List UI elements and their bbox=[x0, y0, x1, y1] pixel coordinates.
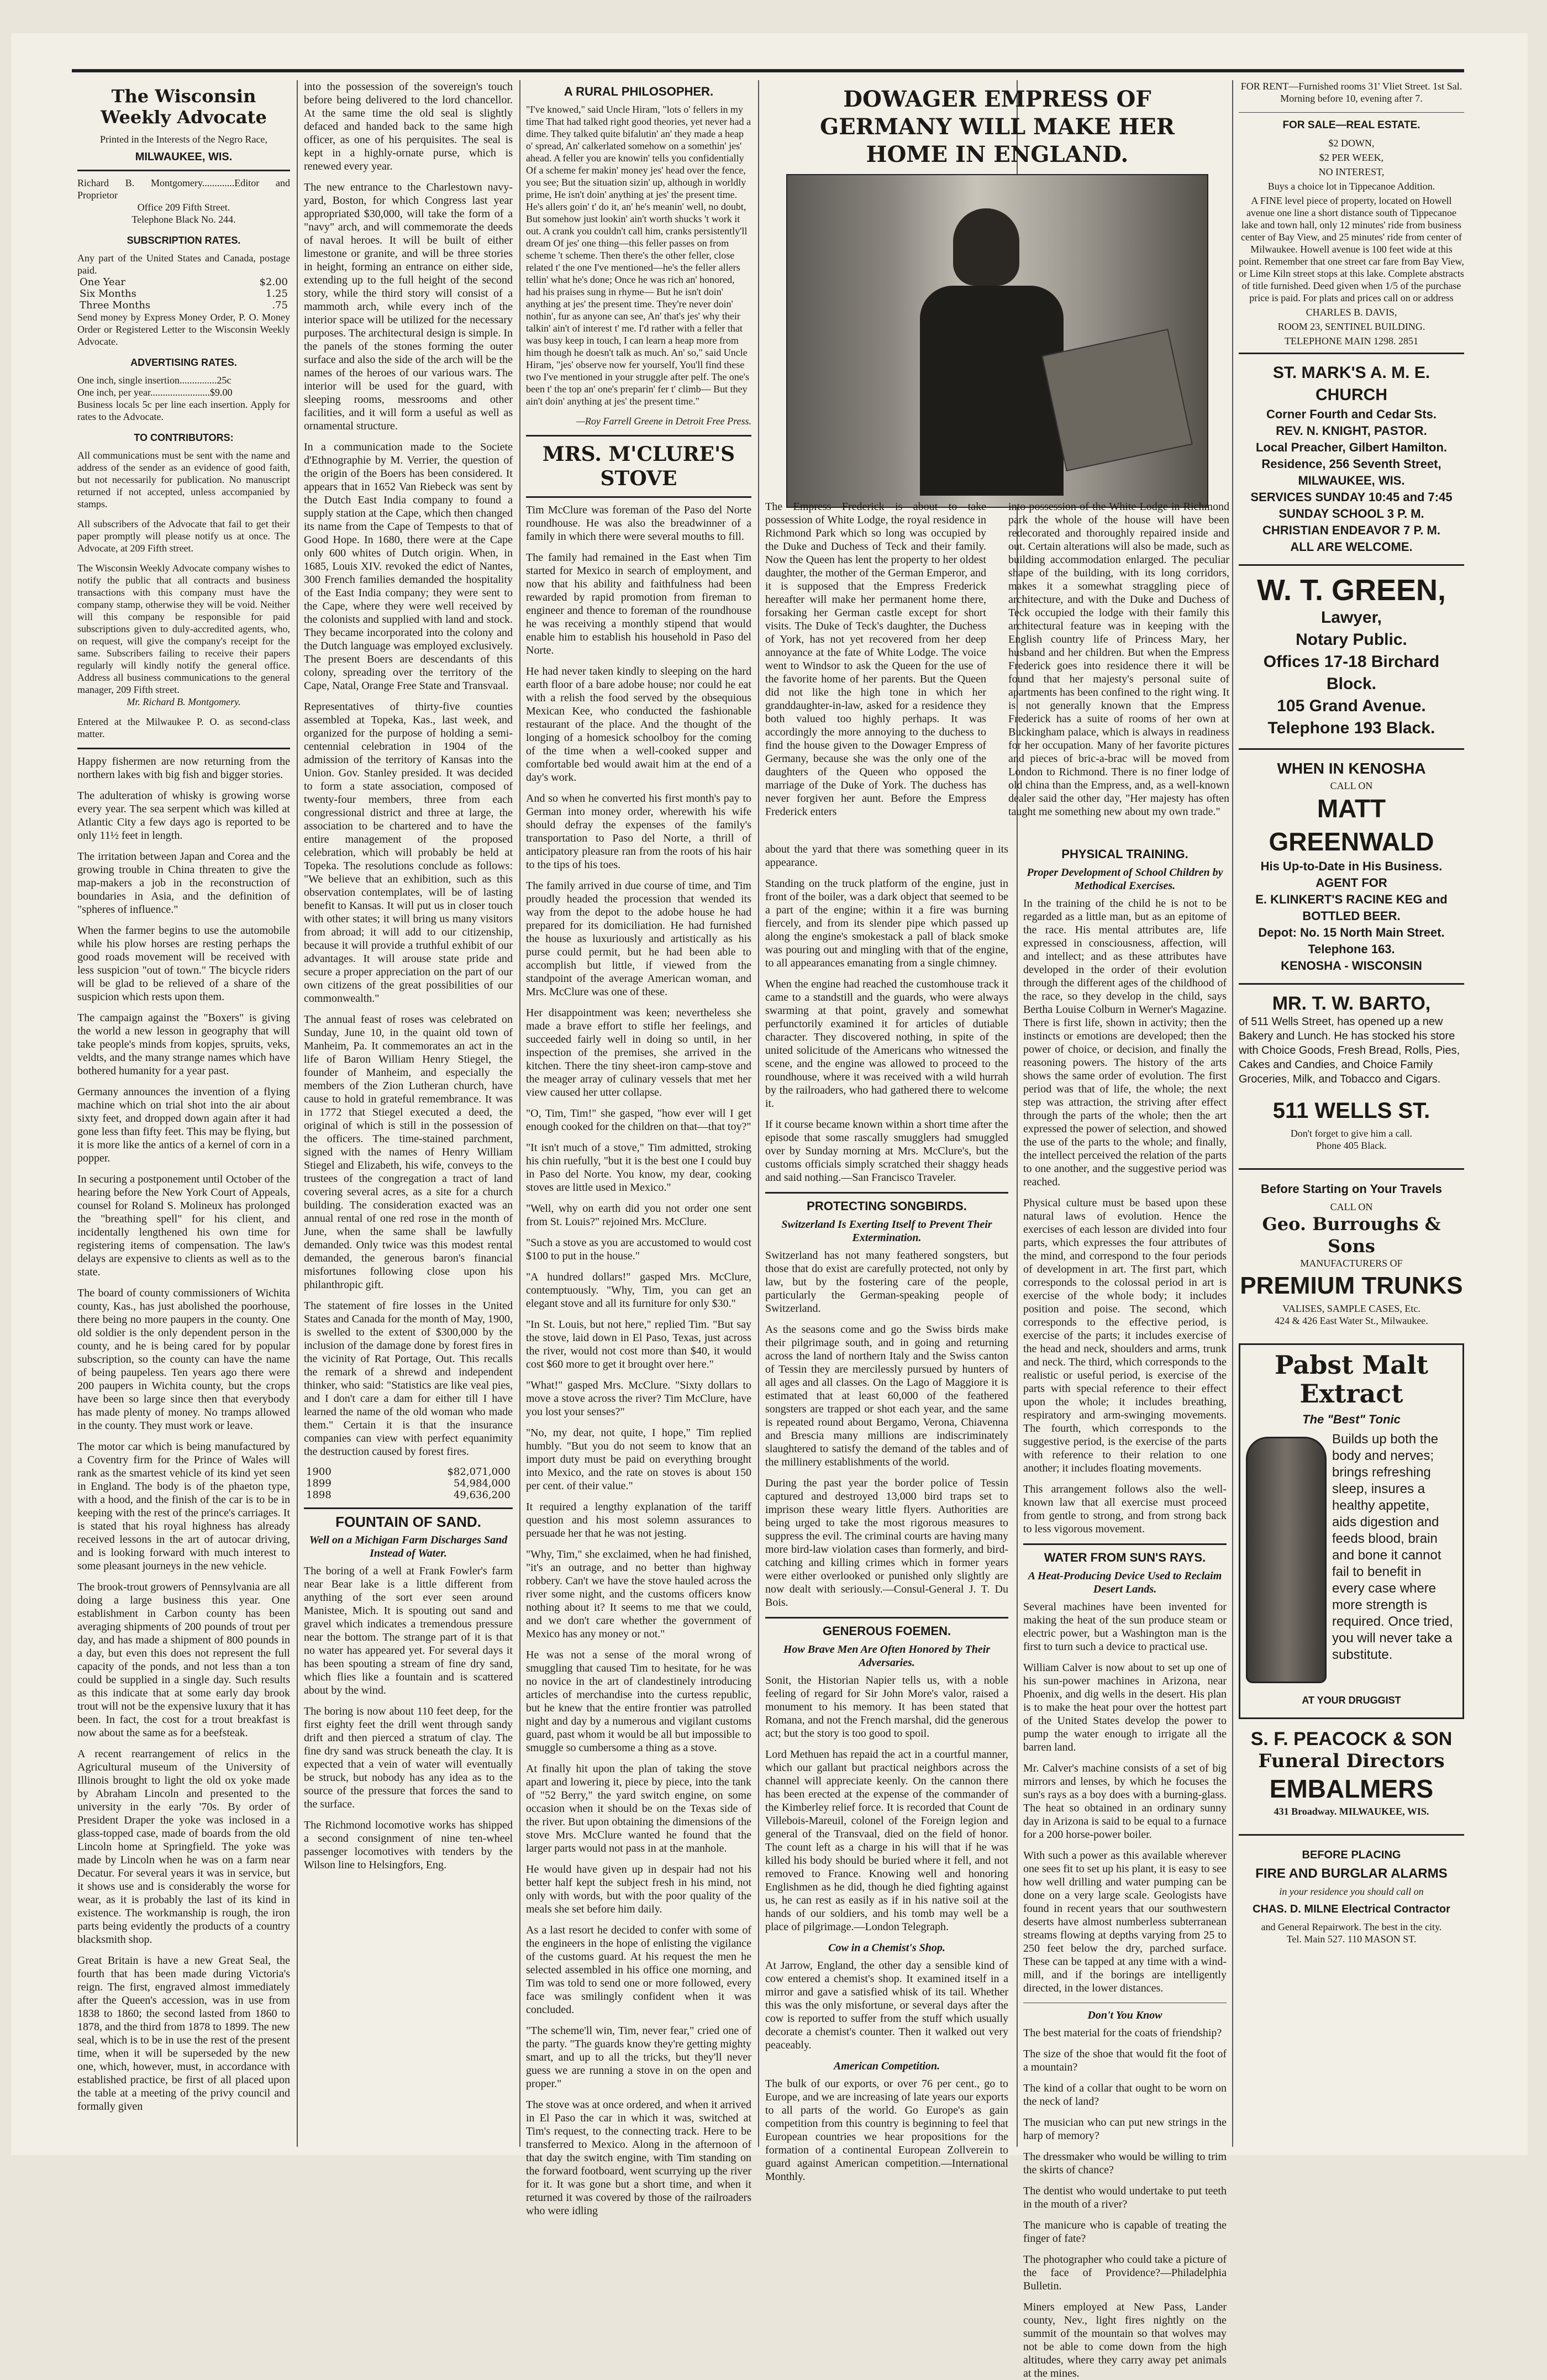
lawyer-details bbox=[1239, 607, 1464, 739]
for-sale-line: ROOM 23, SENTINEL BUILDING. bbox=[1277, 321, 1425, 332]
church-line: SERVICES SUNDAY 10:45 and 7:45 bbox=[1250, 490, 1453, 504]
article-paragraph: The Richmond locomotive works has shipped a second consignment of nine ten-wheel passenger locomotives with tenders by the Wilson line to Helsingfors, Eng. bbox=[304, 1819, 513, 1871]
kenosha-heading: WHEN IN KENOSHA bbox=[1277, 760, 1426, 777]
milne-line: Tel. Main 527. 110 MASON ST. bbox=[1286, 1934, 1417, 1945]
rule bbox=[526, 435, 751, 437]
subscription-table bbox=[77, 276, 290, 311]
lawyer-line: Lawyer, bbox=[1320, 608, 1382, 627]
article-paragraph: Representatives of thirty-five counties assembled at Topeka, Kas., last week, and organized for the purpose of holding a semi-centennial celebration in 1904 of the admission of the territory of Kansas into the Union. Gov. Stanley presided. It was decided to form a state association, composed of twenty-four members, three from each congressional district and three at large, the association to be chartered and to have the entire management of the proposed celebration, which will probably be held at Topeka. The resolutions conclude as follows: "We believe that an exhibition, such as this observation contemplates, will be of lasting benefit to Kansas. It will put us in closer touch with other states; it will bring us many visitors from abroad; it will add to our citizenship, because it will provide a truthful exhibit of our advantages. It will arouse state pride and secure a proper appreciation on the part of our own citizens of the great possibilities of our commonwealth." bbox=[304, 701, 513, 1005]
fire-value: 49,636,200 bbox=[453, 1489, 511, 1501]
malt-bottle-image bbox=[1246, 1437, 1327, 1683]
article-paragraph: The Empress Frederick is about to take possession of White Lodge, the royal residence in Richmond Park which so long was occupied by the Duke and Duchess of Teck and their family. Now the Queen has lent the property to her oldest daughter, the mother of the German Emperor, and it is supposed that the Empress Frederick hereafter will make her permanent home there, forsaking her German castle except for short visits. The Duke of Teck's daughter, the Duchess of York, has not yet recovered from her deep annoyance at the fate of White Lodge. The voice went to Windsor to ask the Queen for the use of the favorite home of her parents. But the Queen did not like the high tone in which her granddaughter-in-law, asked for a residence they both valued too highly perhaps. It was accordingly the more annoying to the duchess to find the house given to the Dowager Empress of Germany, because she was the only one of the daughters of the Queen who opposed the marriage of the Duke of York. The duchess has never forgiven her aunt. Before the Empress Frederick enters bbox=[765, 501, 986, 818]
for-rent-ad: FOR RENT—Furnished rooms 31' Vliet Street. 1st Sal. Morning before 10, evening after 7. bbox=[1240, 81, 1462, 104]
foemen-subheading: How Brave Men Are Often Honored by Their Adversaries. bbox=[783, 1643, 991, 1669]
article-paragraph: "It isn't much of a stove," Tim admitted, stroking his chin ruefully, "but it is the best one I could buy in Paso del Norte. You know, my dear, cooking stoves are little used in Mexico." bbox=[526, 1142, 751, 1194]
church-line: SUNDAY SCHOOL 3 P. M. bbox=[1278, 507, 1424, 521]
church-line: Local Preacher, Gilbert Hamilton. bbox=[1256, 440, 1447, 454]
article-paragraph: He was not a sense of the moral wrong of smuggling that caused Tim to hesitate, for he was no novice in the art of clandestinely introducing articles of merchandise into the curtess republic, but he knew that the entire frontier was patrolled night and day by a numerous and vigilant customs guard, past whom it would be all but impossible to smuggle so cumbersome a thing as a stove. bbox=[526, 1649, 751, 1754]
contributors-signature: Mr. Richard B. Montgomery. bbox=[127, 696, 241, 707]
trunks-line: 424 & 426 East Water St., Milwaukee. bbox=[1275, 1315, 1428, 1326]
barto-line: Don't forget to give him a call. bbox=[1290, 1128, 1413, 1139]
article-paragraph: "The scheme'll win, Tim, never fear," cried one of the party. "The guards know they're getting mighty smart, and up to all the tricks, but they'll never guess we are running a stove in on the open and proper." bbox=[526, 2025, 751, 2090]
poem-text: "I've knowed," said Uncle Hiram, "lots o' fellers in my time That had talked right good theories, yet never had a dime. They talked quite bifalutin' an' they made a heap o' spread, An' calkerlated somehow on a somethin' jes' ahead. A feller you are knowin' tells you confidentially Of a scheme fer makin' money jes' head over the fence, you see; But the situation sizin' up, although in worldly prime, He isn't doin' anything at jes' the present time. He's allers goin' t' do it, an' he's meanin' well, no doubt, But somehow just lookin' ain't worth shucks 't work it out. A crank you couldn't call him, cranks persistently'll dream Of jes' one thing—this feller passes on from scheme 't scheme. Then there's the other feller, close related t' the one I've mentioned—he's the feller allers tellin' what he's done; Once he was rich an' honored, had his praises sung in rhyme— But he isn't doin' anything at jes' the present time. They're never doin' nothin', fur as anyone can see, An' that's jes' why their talkin' ain't of interest t' me. I'd rather with a feller that was busy keep in touch, I can learn a heap more from him though he doesn't talk as much. An' so," said Uncle Hiram, "jes' observe now fer yourself, You'll find these two I've mentioned in your struggle after pelf. The one's been t' the top an' one's preparin' fer t' climb— But they ain't doin' anything at jes' the present time." bbox=[526, 104, 751, 407]
milne-heading: BEFORE PLACING bbox=[1302, 1849, 1401, 1861]
contributors-subscribers: All subscribers of the Advocate that fail to get their paper promptly will please notify us at once. The Advocate, at 209 Fifth street. bbox=[77, 518, 290, 554]
milne-name: CHAS. D. MILNE Electrical Contractor bbox=[1253, 1903, 1450, 1915]
milne-line: and General Repairwork. The best in the city. bbox=[1261, 1921, 1442, 1932]
barto-name: MR. T. W. BARTO, bbox=[1272, 993, 1431, 1014]
article-paragraph: The boring of a well at Frank Fowler's farm near Bear lake is a little different from anything of the sort ever seen around Manistee, Mich. It is spouting out sand and gravel which indicates a tremendous pressure near the bottom. The strange part of it is that no water has appeared yet. For several days it has been spouting a stream of fine dry sand, which flies like a fountain and is scattered about by the wind. bbox=[304, 1565, 513, 1696]
for-sale-line: CHARLES B. DAVIS, bbox=[1306, 307, 1397, 318]
kenosha-call: CALL ON bbox=[1330, 780, 1373, 791]
peacock-ad bbox=[1239, 1726, 1464, 1827]
dowager-text-left bbox=[765, 500, 986, 826]
advertising-line: Business locals 5c per line each insertion. Apply for rates to the Advocate. bbox=[77, 399, 290, 422]
for-sale-line: $2 PER WEEK, bbox=[1319, 152, 1384, 163]
fire-row bbox=[304, 1489, 513, 1501]
fire-row bbox=[304, 1466, 513, 1478]
article-paragraph: "A hundred dollars!" gasped Mrs. McClure, contemptuously. "Why, Tim, you can get an elegant stove and all its furniture for only $30." bbox=[526, 1271, 751, 1310]
for-sale-heading: FOR SALE—REAL ESTATE. bbox=[1282, 119, 1420, 131]
article-paragraph: "What!" gasped Mrs. McClure. "Sixty dollars to move a stove across the river? Tim McClure, have you lost your senses?" bbox=[526, 1379, 751, 1418]
column-divider bbox=[297, 80, 298, 2147]
matt-greenwald-details bbox=[1239, 858, 1464, 974]
masthead-city: MILWAUKEE, WIS. bbox=[135, 151, 233, 163]
article-paragraph: The motor car which is being manufactured by a Coventry firm for the Prince of Wales will rank as the smartest vehicle of its kind yet seen in England. The body is of the phaeton type, with a hood, and the finish of the car is to be in keeping with the rest of the prince's carriages. It is stated that his royal highness has already received lessons in the art of autocar driving, and is looking forward with much interest to some pleasant journeys in the new vehicle. bbox=[77, 1441, 290, 1572]
column-1 bbox=[77, 80, 290, 2147]
church-line: MILWAUKEE, WIS. bbox=[1298, 474, 1405, 487]
church-details bbox=[1239, 406, 1464, 555]
rule bbox=[1239, 353, 1464, 354]
article-paragraph: A recent rearrangement of relics in the Agricultural museum of the University of Illinois brought to light the old ox yoke made by Abraham Lincoln and presented to the university in the early '70s. By order of President Draper the yoke was inclosed in a glass-topped case, made of boards from the old Lincoln home at Springfield. The yoke was made by Lincoln when he was on a farm near Decatur. For several years it was in service, but it shows use and is considerably the worse for wear, as it is probably the last of its kind in existence. The workmanship is rough, the iron parts being evidently the products of a country blacksmith shop. bbox=[77, 1748, 290, 1946]
barto-address: 511 WELLS ST. bbox=[1272, 1099, 1430, 1123]
article-paragraph: At Jarrow, England, the other day a sensible kind of cow entered a chemist's shop. It examined itself in a mirror and gave a satisfied whisk of its tail. Whether this was the only misfortune, or several days after the cow is reported to suffer from the stuff which usually decorate a chemist's counter. Then it walked out very peaceably. bbox=[765, 1959, 1008, 2051]
burroughs-name: Geo. Burroughs & Sons bbox=[1262, 1213, 1441, 1257]
article-paragraph: Lord Methuen has repaid the act in a courtful manner, which our gallant but practical neighbors across the channel will appreciate keenly. On the cannon there has been erected at the expense of the commander of the Kimberley relief force. It is recorded that Count de Villebois-Mareuil, colonel of the Foreign legion and general of the Transvaal, died on the field of honor. The count left as a charge in his will that if he was killed his body should be buried where it fell, and not removed to France. Knowing well and honoring Englishmen as he did, though he died fighting against us, he can rest as easily as if in his native soil at the hands of our soldiers, and his tomb may well be a place of pilgrimage.—London Telegraph. bbox=[765, 1748, 1008, 1933]
fire-value: 54,984,000 bbox=[453, 1478, 511, 1489]
rate-row bbox=[77, 288, 290, 300]
peacock-address: 431 Broadway. MILWAUKEE, WIS. bbox=[1274, 1806, 1429, 1817]
article-paragraph: Germany announces the invention of a flying machine which on trial shot into the air about sixty feet, and dropped down again after it had gone less than fifty feet. This may be flying, but it is more like the antics of a kernel of corn in a popper. bbox=[77, 1086, 290, 1164]
pabst-body bbox=[1246, 1431, 1457, 1689]
rate-label: Six Months bbox=[80, 288, 136, 300]
matt-line: His Up-to-Date in His Business. bbox=[1260, 859, 1443, 873]
kenosha-ad bbox=[1239, 755, 1464, 976]
article-paragraph: The annual feast of roses was celebrated on Sunday, June 10, in the quaint old town of Manheim, Pa. It commemorates an act in the life of Baron William Henry Stiegel, the founder of Manheim, and especially the members of the Zion Lutheran church, have cause to hold in grateful remembrance. It was in 1772 that Stiegel executed a deed, the original of which is still in the possession of the officers. The time-stained parchment, signed with the names of Henry William Stiegel and Elizabeth, his wife, conveys to the trustees of the congregation a tract of land covering several acres, as a site for a church building. The consideration exacted was an annual rental of one red rose in the month of June, when the same shall be lawfully demanded. Only twice was this modest rental demanded, the generous baron's financial misfortunes following close upon his philanthropic gift. bbox=[304, 1013, 513, 1291]
rule bbox=[77, 748, 290, 749]
rate-row bbox=[77, 276, 290, 288]
advertising-line: One inch, per year........................$9.00 bbox=[77, 387, 233, 398]
article-paragraph: The adulteration of whisky is growing worse every year. The sea serpent which was killed at Atlantic City a few days ago is reported to be only 11½ feet in length. bbox=[77, 790, 290, 842]
church-line: REV. N. KNIGHT, PASTOR. bbox=[1276, 424, 1427, 438]
subscription-heading: SUBSCRIPTION RATES. bbox=[127, 235, 241, 246]
competition-heading: American Competition. bbox=[833, 2060, 940, 2072]
article-paragraph: The bulk of our exports, or over 76 per cent., go to Europe, and we are increasing of late years our exports to all parts of the world. Go Europe's as gain competition from this country is beginning to feel that European countries we hear propositions for the formation of a continental European Zollverein to guard against American competition.—International Monthly. bbox=[765, 2078, 1008, 2183]
dontyouknow-heading: Don't You Know bbox=[1087, 2009, 1162, 2021]
dowager-feature bbox=[765, 80, 1229, 843]
fire-row bbox=[304, 1478, 513, 1489]
miners-paragraph: Miners employed at New Pass, Lander county, Nev., light fires nightly on the summit of the mountain so that wolves may not be able to come down from the high altitudes, where they carry away pet animals at the mines. bbox=[1023, 2301, 1227, 2379]
masthead-phone: Telephone Black No. 244. bbox=[131, 214, 236, 225]
for-sale-ad bbox=[1239, 137, 1464, 347]
column-divider bbox=[758, 80, 759, 2147]
article-paragraph: It required a lengthy explanation of the tariff question and his most solemn assurances to persuade her that he was not jesting. bbox=[526, 1501, 751, 1540]
fountain-subheading: Well on a Michigan Farm Discharges Sand Instead of Water. bbox=[309, 1534, 508, 1559]
for-sale-line: Buys a choice lot in Tippecanoe Addition. bbox=[1267, 181, 1435, 192]
contributors-heading: TO CONTRIBUTORS: bbox=[134, 432, 234, 443]
milne-ad bbox=[1239, 1841, 1464, 1947]
top-rule bbox=[72, 69, 1464, 72]
subscription-intro: Any part of the United States and Canada, postage paid. bbox=[77, 253, 290, 276]
article-paragraph: He would have given up in despair had not his better half kept the subject fresh in his mind, not only with words, but with the poor quality of the meals she set before him daily. bbox=[526, 1863, 751, 1915]
article-paragraph: In securing a postponement until October of the hearing before the New York Court of Appeals, counsel for Roland S. Molineux has prolonged the "breathing spell" for his client, and incidentally lengthened his own time for registering items of compensation. The law's delays are expensive to clients as well as to the state. bbox=[77, 1173, 290, 1278]
article-paragraph: As a last resort he decided to confer with some of the engineers in the hope of enlisting the vigilance of the customs guard. At his request the men he selected assembled in his office one morning, and Tim was told to send one or more followed, every face was smilingly confident when it was concluded. bbox=[526, 1924, 751, 2016]
rule bbox=[1239, 564, 1464, 566]
article-paragraph: "Why, Tim," she exclaimed, when he had finished, "it's an outrage, and no better than highway robbery. Can't we have the stove hauled across the river some night, and the customs officers know nothing about it? It seems to me that we could, and we don't care whether the government of Mexico has any money or not." bbox=[526, 1548, 751, 1640]
article-paragraph: into possession of the White Lodge in Richmond park the whole of the house will have been redecorated and thoroughly repaired inside and out. Certain alterations will also be made, such as building accommodation enlarged. The peculiar shape of the building, with its long corridors, makes it a somewhat straggling piece of architecture, and with the Duke and Duchess of Teck occupied the lodge with their family this architectural feature was in keeping with the English country life of Princess Mary, her husband and her children. But when the Empress Frederick goes into residence there it will be found that her majesty's personal suite of apartments has been confined to the right wing. It is not generally known that the Empress Frederick has a suite of rooms of her own at Buckingham palace, which is always in readiness for her occupation. Many of her favorite pictures and pieces of bric-a-brac will be moved from London to Richmond. There is no finer lodge of old china than the Empress, and, as a well-known dealer said the other day, "Her majesty has often taught me something new about my own trade." bbox=[1008, 501, 1229, 818]
church-line: CHRISTIAN ENDEAVOR 7 P. M. bbox=[1262, 523, 1440, 537]
peacock-name: S. F. PEACOCK & SON bbox=[1250, 1728, 1453, 1749]
article-paragraph: When the engine had reached the customhouse track it came to a standstill and the guards, who were always swarming at that point, gravely and somewhat perfunctorily examined it for articles of dutiable character. They discovered nothing, in spite of the united solicitude of the Americans who witnessed the scene, and the engine was allowed to proceed to the roundhouse, where it was received with a wild hurrah by the railroaders, who had gathered there to welcome it. bbox=[765, 978, 1008, 1110]
fire-loss-table bbox=[304, 1466, 513, 1501]
article-paragraph: The new entrance to the Charlestown navy-yard, Boston, for which Congress last year appropriated $30,000, will take the form of a "navy" arch, and will commemorate the deeds of naval heroes. It will be built of either limestone or granite, and will be three stories in height, forming an entrance on either side, extending up to the full height of the second story, while the third story will consist of a mammoth arch, while every inch of the interior space will be utilized for the necessary purposes. The architectural design is simple. In the panels of the stones forming the outer surface and also the side of the arch will be the names of the heroes of our various wars. The interior will be used for the guard, with sleeping rooms, messrooms and other facilities, and it will form a useful as well as ornamental structure. bbox=[304, 181, 513, 432]
article-paragraph: William Calver is now about to set up one of his sun-power machines in Arizona, near Phoenix, and dig wells in the desert. His plan is to make the heat pour over the hottest part of the United States develop the power to pump the water enough to irrigate all the barren land. bbox=[1023, 1662, 1227, 1753]
rule bbox=[1239, 1168, 1464, 1170]
lawyer-line: 105 Grand Avenue. bbox=[1277, 697, 1426, 715]
rule bbox=[1239, 983, 1464, 985]
milne-sub: in your residence you should call on bbox=[1279, 1886, 1424, 1897]
article-paragraph: He had never taken kindly to sleeping on the hard earth floor of a bare adobe house; nor could he eat with a relish the food served by the obsequious Mexican Kee, who conducted the fashionable restaurant of the place. And the thought of the longing of a homesick schoolboy for the coming of the time when a well-cooked supper and comfortable bed would await him at the end of a day's work. bbox=[526, 665, 751, 784]
article-paragraph: Great Britain is have a new Great Seal, the fourth that has been made during Victoria's reign. The first, engraved almost immediately after the Queen's accession, was in use from 1838 to 1860; the second lasted from 1860 to 1878, and the third from 1878 to 1899. The new seal, which is to be in use the rest of the present time, when it will be superseded by the new one, which, however, must, in accordance with established practice, be first of all placed upon the table at a meeting of the privy council and formally given bbox=[77, 1955, 290, 2113]
article-paragraph: Physical culture must be based upon these natural laws of evolution. Hence the exercises of each lesson are divided into four parts, which expresses the four attributes of the mind, and correspond to the four periods of development in art. The first part, which corresponds to the colossal period in art is exercise of the whole body; it includes position and poise. The second, which corresponds to the effective period, is exercise of the parts; it includes exercise of the head and neck, shoulders and arms, trunk and neck. The third, which corresponds to the realistic or useful period, is exercise of the parts with special reference to their effect upon the whole; it includes breathing, respiratory and arm-swinging movements. The fourth, which corresponds to the suggestive period, is the exercise of the parts with reference to their relation to one another; it includes floating movements. bbox=[1023, 1197, 1227, 1474]
foemen-heading: GENEROUS FOEMEN. bbox=[822, 1624, 951, 1638]
article-paragraph: The size of the shoe that would fit the foot of a mountain? bbox=[1023, 2048, 1227, 2073]
fire-year: 1899 bbox=[306, 1478, 332, 1489]
for-sale-line: A FINE level piece of property, located on Howell avenue one line a short distance south of Tippecanoe lake and town hall, only 12 minutes' ride from business center of Bay View, and 25 minutes' ride from center of Milwaukee. Howell avenue is 100 feet wide at this point. Remember that one street car fare from Bay View, or Lime Kiln street stops at this lake. Complete abstracts of title furnished. Deed given when 1/5 of the purchase price is paid. For plats and prices call on or address bbox=[1239, 195, 1464, 303]
matt-line: E. KLINKERT'S RACINE KEG and BOTTLED BEER. bbox=[1255, 892, 1448, 923]
rule bbox=[304, 1507, 513, 1509]
column-4-lower bbox=[765, 843, 1008, 2183]
songbirds-subheading: Switzerland Is Exerting Itself to Prevent Their Extermination. bbox=[781, 1218, 992, 1244]
rate-row bbox=[77, 300, 290, 311]
pabst-ad bbox=[1239, 1343, 1464, 1719]
empress-portrait-image bbox=[786, 174, 1208, 508]
dowager-heading: DOWAGER EMPRESS OF GERMANY WILL MAKE HER HOME IN ENGLAND. bbox=[819, 86, 1175, 167]
article-paragraph: "No, my dear, not quite, I hope," Tim replied humbly. "But you do not seem to know that an import duty must be paid on everything brought into Mexico, and the rate on stoves is about 150 per cent. of their value." bbox=[526, 1427, 751, 1492]
songbirds-heading: PROTECTING SONGBIRDS. bbox=[807, 1199, 967, 1213]
article-paragraph: The dentist who would undertake to put teeth in the mouth of a river? bbox=[1023, 2185, 1227, 2210]
advertising-heading: ADVERTISING RATES. bbox=[130, 357, 237, 368]
article-paragraph: With such a power as this available wherever one sees fit to set up his plant, it is easy to see how well drilling and water pumping can be done on a very large scale. Geologists have found in recent years that our southwestern deserts have almost numberless subterranean streams flowing at depths varying from 25 to 250 feet below the dry, parched surface. These can be tapped at any time with a wind-mill, and if the borings are intelligently directed, in the lower distances. bbox=[1023, 1850, 1227, 1994]
masthead-tagline: Printed in the Interests of the Negro Race, bbox=[100, 134, 267, 145]
rule bbox=[765, 1617, 1008, 1619]
article-paragraph: "In St. Louis, but not here," replied Tim. "But say the stove, laid down in El Paso, Texas, just across the river, would not cost more than $40, it would cost $60 more to get it brought over here." bbox=[526, 1318, 751, 1370]
article-paragraph: Sonit, the Historian Napier tells us, with a noble feeling of regard for Sir John More's valor, raised a monument to his memory. It has been stated that Romana, and not the French marshal, did the generous act; but the story is too good to spoil. bbox=[765, 1674, 1008, 1740]
matt-line: KENOSHA - WISCONSIN bbox=[1281, 959, 1422, 973]
sunsrays-subheading: A Heat-Producing Device Used to Reclaim Desert Lands. bbox=[1028, 1570, 1222, 1595]
entered-notice: Entered at the Milwaukee P. O. as second-class matter. bbox=[77, 716, 290, 739]
pabst-druggist: AT YOUR DRUGGIST bbox=[1302, 1695, 1401, 1706]
barto-line: Phone 405 Black. bbox=[1316, 1140, 1387, 1151]
article-paragraph: Switzerland has not many feathered songsters, but those that do exist are carefully protected, not only by law, but by the fostering care of the people, particularly the German-speaking people of Switzerland. bbox=[765, 1249, 1008, 1315]
stove-article bbox=[526, 503, 751, 2218]
dowager-text-right bbox=[1008, 500, 1229, 826]
masthead-office: Office 209 Fifth Street. bbox=[137, 202, 230, 213]
rate-value: 1.25 bbox=[265, 288, 288, 300]
article-paragraph: And so when he converted his first month's pay to German into money order, wherewith his wife should defray the expenses of the family's transportation to Paso del Norte, a thrill of anticipatory pleasure ran from the roots of his hair to the tips of his toes. bbox=[526, 792, 751, 871]
lawyer-line: Offices 17-18 Birchard Block. bbox=[1263, 653, 1440, 693]
article-paragraph: In a communication made to the Societe d'Ethnographie by M. Verrier, the question of the origin of the Boers has been considered. It appears that in 1652 Van Riebeck was sent by the Dutch East India company to found a supply station at the Cape, which then changed its name from the Cape of Tempests to that of Good Hope. In 1680, there were at the Cape only 600 whites of Dutch origin. When, in 1685, Louis XIV. revoked the edict of Nantes, 300 French families demanded the hospitality of the East India company; they were sent to the Cape, where they were well received by the colonists and supplied with land and stock. They became incorporated into the colony and the Dutch language was employed exclusively. The present Boers are descendants of this colony, spreading over the territory of the Cape, Natal, Orange Free State and Transvaal. bbox=[304, 441, 513, 692]
portrait-figure-head bbox=[953, 208, 1019, 286]
portrait-figure-body bbox=[920, 286, 1064, 496]
lawyer-name: W. T. GREEN, bbox=[1256, 574, 1446, 607]
article-paragraph: The stove was at once ordered, and when it arrived in El Paso the car in which it was, switched at Tim's request, to the connecting track. Here to be transferred to Mexico. Along in the afternoon of that day the switch engine, with Tim standing on the forward footboard, went scurrying up the river for it. It was gone but a short time, and when it returned it was covered by those of the railroaders who were idling bbox=[526, 2099, 751, 2217]
dontyouknow-list bbox=[1023, 2026, 1227, 2293]
article-paragraph: into the possession of the sovereign's touch before being delivered to the lord chancellor. At the same time the old seal is slightly defaced and handed back to the same high officer, as one of his perquisites. The seal is kept in a highly-ornate purse, which is renewed every year. bbox=[304, 81, 513, 172]
for-sale-line: $2 DOWN, bbox=[1328, 138, 1375, 149]
article-paragraph: During the past year the border police of Tessin captured and destroyed 13,000 bird traps set to imprison these weary little flyers. Authorities are being urged to take the most rigorous measures to suppress the evil. The criminal courts are having many more bird-law violation cases than formerly, and bird-catching and killing crimes which in former years were either overlooked or punished only slightly are now dealt with seriously.—Consul-General J. T. Du Bois. bbox=[765, 1477, 1008, 1609]
rate-value: .75 bbox=[272, 300, 288, 311]
sunsrays-heading: WATER FROM SUN'S RAYS. bbox=[1044, 1551, 1206, 1564]
article-paragraph: Standing on the truck platform of the engine, just in front of the boiler, was a dark object that seemed to be a part of the engine; within it a fire was burning fiercely, and from its slender pipe which passed up along the engine's smokestack a pall of black smoke was pouring out and mingling with that of the engine, to all appearances emanating from a single chimney. bbox=[765, 878, 1008, 969]
column-2-articles bbox=[304, 80, 513, 1458]
rate-value: $2.00 bbox=[259, 276, 288, 288]
cow-heading: Cow in a Chemist's Shop. bbox=[828, 1942, 945, 1954]
subscription-note: Send money by Express Money Order, P. O. Money Order or Registered Letter to the Wisconsin Weekly Advocate. bbox=[77, 312, 290, 347]
rule bbox=[77, 170, 290, 171]
column-2 bbox=[304, 80, 513, 2147]
trunks-ad bbox=[1239, 1175, 1464, 1337]
matt-greenwald-name: MATT GREENWALD bbox=[1269, 794, 1434, 856]
premium-trunks: PREMIUM TRUNKS bbox=[1240, 1272, 1463, 1299]
masthead-title: The Wisconsin Weekly Advocate bbox=[101, 86, 267, 128]
fire-year: 1898 bbox=[306, 1489, 332, 1501]
advertising-line: One inch, single insertion...............25c bbox=[77, 375, 231, 386]
article-paragraph: Mr. Calver's machine consists of a set of big mirrors and lenses, by which he focuses the sun's rays as a boy does with a burning-glass. The heat so obtained in an ordinary sunny day in Arizona is said to be equal to a furnace for a 200 horse-power boiler. bbox=[1023, 1762, 1227, 1841]
rule bbox=[1239, 1834, 1464, 1836]
article-paragraph: The campaign against the "Boxers" is giving the world a new lesson in geography that will take people's minds from kopjes, spruits, veks, veldts, and the many strange names which have bothered humanity for a year past. bbox=[77, 1012, 290, 1077]
fire-value: $82,071,000 bbox=[447, 1466, 511, 1478]
matt-line: Depot: No. 15 North Main Street. bbox=[1258, 926, 1445, 939]
article-paragraph: In the training of the child he is not to be regarded as a little man, but as an epitome of the race. His mental attributes are, life expressed in consciousness, affection, will and intellect; and as these attributes have developed in the order of their evolution through the different ages of the childhood of the race, so they develop in the child, says Bertha Louise Colburn in Werner's Magazine. There is first life, shown in activity; then the instincts or emotions are developed; then the power of choice, or decision, and finally the reasoning powers. The history of the arts shows the same order of evolution. The first period was that of life, the whole; the next step was attraction, the striving after effect through the parts of the whole; then the art expressed the power of selection, and showed the use of the parts to the whole; and finally, the intellect perceived the relation of the parts to one another, and the suggestive period was reached. bbox=[1023, 897, 1227, 1188]
article-paragraph: The statement of fire losses in the United States and Canada for the month of May, 1900, is swelled to the extent of $300,000 by the inclusion of the damage done by forest fires in the vicinity of Rat Portage, Out. This recalls the remark of a shrewd and independent thinker, who said: "Statistics are like veal pies, and I don't care a dam for either till I have learned the name of the old woman who made them." Certain it is that the insurance companies can view with perfect equanimity the destruction caused by forest fires. bbox=[304, 1300, 513, 1458]
column-3 bbox=[526, 80, 751, 2217]
article-paragraph: The board of county commissioners of Wichita county, Kas., has just abolished the poorhouse, there being no more paupers in the county. One old soldier is the only dependent person in the county, and he is being cared for by popular subscription, so the county can have the name of being paupeless. Ten years ago there were 200 paupers in Wichita county, but the crops have been so large since then that everybody has made plenty of money. No tramps allowed in the county. They must work or leave. bbox=[77, 1287, 290, 1432]
article-paragraph: The photographer who could take a picture of the face of Providence?—Philadelphia Bulletin. bbox=[1023, 2253, 1227, 2292]
article-paragraph: Tim McClure was foreman of the Paso del Norte roundhouse. He was also the breadwinner of a family in which there were several mouths to fill. bbox=[526, 504, 751, 543]
church-name: ST. MARK'S A. M. E. CHURCH bbox=[1272, 364, 1430, 404]
church-line: Corner Fourth and Cedar Sts. bbox=[1266, 407, 1437, 421]
rate-label: One Year bbox=[80, 276, 126, 288]
pabst-name: Pabst Malt Extract bbox=[1275, 1350, 1428, 1409]
column-1-articles bbox=[77, 755, 290, 2113]
matt-line: Telephone 163. bbox=[1308, 942, 1395, 956]
barto-text: of 511 Wells Street, has opened up a new Bakery and Lunch. He has stocked his store with Choice Goods, Fresh Bread, Rolls, Pies, Cakes and Candies, and Choice Family Groceries, Milk, and Tobacco and Cigars. bbox=[1239, 1016, 1460, 1085]
for-sale-line: TELEPHONE MAIN 1298. 2851 bbox=[1285, 335, 1418, 346]
contributors-company: The Wisconsin Weekly Advocate company wishes to notify the public that all contracts and business transactions with this company must have the company stamp, otherwise they will be void. Neither will this company be responsible for paid subscriptions given to duly-accredited agents, who, on request, will give the company's receipt for the same. Subscribers failing to receive their papers regularly will kindly notify the general office. Address all business communications to the general manager, 209 Fifth street. bbox=[77, 563, 290, 695]
article-paragraph: The dressmaker who would be willing to trim the skirts of chance? bbox=[1023, 2151, 1227, 2176]
fountain-heading: FOUNTAIN OF SAND. bbox=[335, 1514, 481, 1530]
article-paragraph: At finally hit upon the plan of taking the stove apart and lowering it, piece by piece, into the tank of "52 Berry," the yard switch engine, on some occasion when it should be on the Texas side of the river. But upon obtaining the dimensions of the stove Mrs. McClure wanted he found that the larger parts would not pass in at the manhole. bbox=[526, 1763, 751, 1854]
article-paragraph: The boring is now about 110 feet deep, for the first eighty feet the drill went through sandy drift and then pierced a stratum of clay. The fine dry sand was struck beneath the clay. It is expected that a vein of water will eventually be struck, but nobody has any idea as to the source of the pressure that forces the sand to the surface. bbox=[304, 1705, 513, 1810]
fire-year: 1900 bbox=[306, 1466, 332, 1478]
article-paragraph: This arrangement follows also the well-known law that all exercise must proceed from gentle to strong, and from strong back to less vigorous movement. bbox=[1023, 1483, 1227, 1535]
lawyer-line: Notary Public. bbox=[1296, 631, 1407, 649]
article-paragraph: The kind of a collar that ought to be worn on the neck of land? bbox=[1023, 2082, 1227, 2108]
article-paragraph: "Such a stove as you are accustomed to would cost $100 to put in the house." bbox=[526, 1237, 751, 1262]
rule bbox=[765, 1192, 1008, 1194]
stove-continuation bbox=[765, 843, 1008, 1184]
portrait-easel bbox=[1041, 329, 1192, 471]
physical-heading: PHYSICAL TRAINING. bbox=[1061, 847, 1188, 861]
column-divider bbox=[1232, 80, 1233, 2147]
trunks-line: VALISES, SAMPLE CASES, Etc. bbox=[1282, 1303, 1420, 1314]
article-paragraph: "Well, why on earth did you not order one sent from St. Louis?" rejoined Mrs. McClure. bbox=[526, 1202, 751, 1228]
article-paragraph: The musician who can put new strings in the harp of memory? bbox=[1023, 2116, 1227, 2142]
funeral-directors: Funeral Directors bbox=[1258, 1750, 1445, 1772]
article-paragraph: Several machines have been invented for making the heat of the sun produce steam or electric power, but a Washington man is the first to turn such a device to practical use. bbox=[1023, 1601, 1227, 1653]
rule bbox=[1023, 1543, 1227, 1545]
matt-line: AGENT FOR bbox=[1316, 876, 1387, 890]
physical-subheading: Proper Development of School Children by Methodical Exercises. bbox=[1027, 866, 1223, 892]
article-paragraph: The family arrived in due course of time, and Tim proudly headed the procession that wended its way from the depot to the adobe house he had prepared for its domiciliation. He had furnished the house as luxuriously and artistically as his purse could permit, but he had been able to accomplish but little, if viewed from the standpoint of the average American woman, and Mrs. McClure was one of these. bbox=[526, 880, 751, 998]
travel-heading: Before Starting on Your Travels bbox=[1260, 1182, 1443, 1196]
masthead-editor: Richard B. Montgomery.............Editor and Proprietor bbox=[77, 177, 290, 201]
rule bbox=[1239, 748, 1464, 750]
lawyer-line: Telephone 193 Black. bbox=[1267, 719, 1435, 737]
rule bbox=[1239, 112, 1464, 113]
church-line: ALL ARE WELCOME. bbox=[1290, 540, 1413, 554]
church-ad bbox=[1239, 360, 1464, 558]
article-paragraph: Happy fishermen are now returning from the northern lakes with big fish and bigger stories. bbox=[77, 755, 290, 781]
article-paragraph: Her disappointment was keen; nevertheless she made a brave effort to stifle her feelings, and succeeded fairly well in doing so until, in her inspection of the premises, she arrived in the kitchen. There the tiny sheet-iron camp-stove and the meager array of culinary vessels that met her view caused her utter collapse. bbox=[526, 1007, 751, 1099]
article-paragraph: "O, Tim, Tim!" she gasped, "how ever will I get enough cooked for the children on that—that toy?" bbox=[526, 1107, 751, 1133]
column-5-lower bbox=[1023, 843, 1227, 2379]
article-paragraph: The irritation between Japan and Corea and the growing trouble in China threaten to give the map-makers a job in the reconstruction of boundaries in Asia, and the definition of "spheres of influence." bbox=[77, 850, 290, 916]
barto-ad bbox=[1239, 990, 1464, 1162]
article-paragraph: The manicure who is capable of treating the finger of fate? bbox=[1023, 2219, 1227, 2245]
article-paragraph: The best material for the coats of friendship? bbox=[1023, 2027, 1222, 2039]
article-paragraph: The family had remained in the East when Tim started for Mexico in search of employment, and now that his ability and faithfulness had been rewarded by rapid promotion from fireman to engineer and thence to foreman of the roundhouse he was receiving a monthly stipend that would enable him to establish his household in Paso del Norte. bbox=[526, 551, 751, 656]
poem-credit: —Roy Farrell Greene in Detroit Free Press. bbox=[576, 416, 751, 427]
lawyer-ad bbox=[1239, 571, 1464, 742]
rule bbox=[526, 496, 751, 498]
burroughs-mfr: MANUFACTURERS OF bbox=[1300, 1258, 1403, 1269]
milne-title: FIRE AND BURGLAR ALARMS bbox=[1255, 1866, 1448, 1881]
article-paragraph: The brook-trout growers of Pennsylvania are all doing a large business this year. One establishment in Carbon county has been averaging shipments of 200 pounds of trout per day, and has made a shipment of 800 pounds in a day, but even this does not represent the full capacity of the ponds, and not less than a ton could be supplied in a single day. Such results as this indicate that at some early day brook trout will not be the expensive luxury that it has been. In fact, the cost for a trout breakfast is now about the same as for a beefsteak. bbox=[77, 1581, 290, 1739]
rate-label: Three Months bbox=[80, 300, 151, 311]
for-sale-line: NO INTEREST, bbox=[1318, 166, 1385, 177]
contributors-text: All communications must be sent with the name and address of the sender as an evidence of good faith, but not necessarily for publication. No manuscript returned if not accepted, unless accompanied by stamps. bbox=[77, 450, 290, 509]
pabst-text: Builds up both the body and nerves; brings refreshing sleep, insures a healthy appetite, aids digestion and feeds blood, brain and bone it cannot fail to benefit in every case where more strength is required. Once tried, you will never take a substitute. bbox=[1332, 1432, 1453, 1662]
pabst-tagline: The "Best" Tonic bbox=[1302, 1412, 1401, 1426]
embalmers: EMBALMERS bbox=[1269, 1774, 1434, 1803]
travel-call: CALL ON bbox=[1330, 1201, 1373, 1212]
article-paragraph: about the yard that there was something queer in its appearance. bbox=[765, 843, 1008, 869]
article-paragraph: As the seasons come and go the Swiss birds make their pilgrimage south, and in going and returning across the land of northern Italy and the Swiss canton of Tessin they are mercilessly pursued by hunters of all ages and all classes. On the Lago of Maggiore it is estimated that at least 60,000 of the feathered songsters are trapped or shot each year, and the same is repeated round about Bergamo, Verona, Chiavenna and Brescia many millions are indiscriminately slaughtered to satisfy the demand of the tables and of the millinery establishments of the world. bbox=[765, 1323, 1008, 1468]
poem-heading: A RURAL PHILOSOPHER. bbox=[564, 85, 714, 98]
stove-heading: MRS. M'CLURE'S STOVE bbox=[542, 443, 735, 490]
article-paragraph: If it course became known within a short time after the episode that some rascally smugglers had smuggled over by Sunday morning at Mrs. McClure's, but the customs officials simply scratched their shaggy heads and said nothing.—San Francisco Traveler. bbox=[765, 1118, 1008, 1184]
church-line: Residence, 256 Seventh Street, bbox=[1261, 457, 1441, 471]
article-paragraph: When the farmer begins to use the automobile while his plow horses are resting perhaps the good roads movement will be received with less suspicion "out of town." The bicycle riders will be glad to be relieved of a share of the suspicion which rests upon them. bbox=[77, 924, 290, 1003]
column-divider bbox=[519, 80, 520, 2147]
column-6-ads bbox=[1239, 80, 1464, 2147]
